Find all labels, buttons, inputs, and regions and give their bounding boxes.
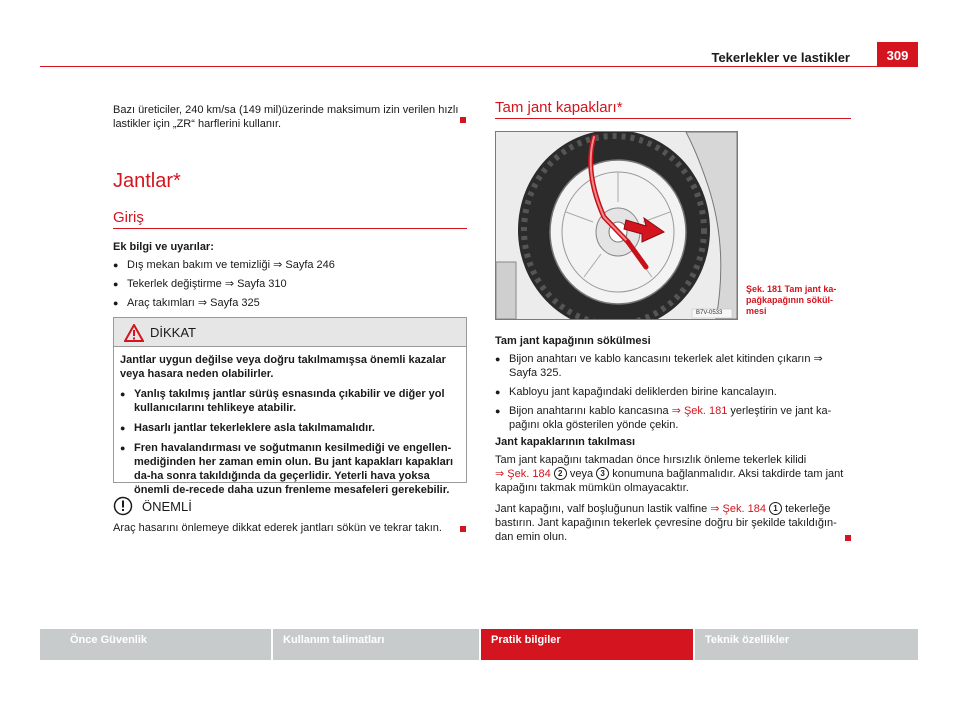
page-number: 309 — [877, 42, 918, 67]
subsection-rule — [113, 228, 467, 229]
section-rule — [495, 118, 851, 119]
end-mark — [460, 526, 466, 532]
figure-hubcap-removal — [495, 131, 738, 320]
warning-item: ● Yanlış takılmış jantlar sürüş esnasında çıkabilir ve diğer yol kullanıcılarını tehlikeye atabilir. — [120, 387, 460, 415]
figure-181-link[interactable]: ⇒ Şek. 181 — [671, 405, 728, 417]
section-heading-jantlar: Jantlar* — [113, 170, 181, 192]
wheel-illustration — [496, 132, 737, 319]
warning-item: ● Hasarlı jantlar tekerleklere asla takılmamalıdır. — [120, 421, 460, 435]
section-heading-tam-jant: Tam jant kapakları* — [495, 99, 623, 116]
info-label: Ek bilgi ve uyarılar: — [113, 241, 214, 253]
subsection-heading-giris: Giriş — [113, 209, 144, 226]
warning-box — [113, 317, 467, 496]
callout-1: 1 — [769, 502, 782, 515]
figure-184-link[interactable]: ⇒ Şek. 184 — [710, 503, 766, 515]
warning-item: ● Fren havalandırması ve soğutmanın kesilmediği ve engellen-mediğinden her zaman emin olun. Bu jant kapakları kapakları da-ha sonra takıldığında da geçerlidir. Yeterli hava yoksa önemli de-recede daha uzun frenleme mesafeleri gerekebilir. — [120, 441, 460, 497]
end-mark — [460, 117, 466, 123]
info-list-item: ● Dış mekan bakım ve temizliği ⇒ Sayfa 246 — [113, 258, 467, 272]
notice-title: ÖNEMLİ — [142, 499, 192, 514]
warning-triangle-icon — [124, 324, 144, 342]
callout-2: 2 — [554, 467, 567, 480]
figure-caption: Şek. 181 Tam jant ka-pağkapağının sökül-mesi — [746, 284, 837, 316]
figure-code: B7V-0533 — [696, 310, 723, 316]
info-list-item: ● Araç takımları ⇒ Sayfa 325 — [113, 296, 467, 310]
install-paragraph-1: Tam jant kapağını takmadan önce hırsızlık önleme tekerlek kilidi ⇒ Şek. 184 2 veya 3 konumuna bağlanmalıdır. Aksi takdirde tam jant kapağını takmak mümkün olmayacaktır. — [495, 454, 844, 494]
removal-step: ● Bijon anahtarı ve kablo kancasını tekerlek alet kitinden çıkarın ⇒ Sayfa 325. — [495, 352, 850, 380]
intro-paragraph: Bazı üreticiler, 240 km/sa (149 mil)üzerinde maksimum izin verilen hızlı lastikler için „ZR“ harflerini kullanır. — [113, 104, 459, 130]
removal-title: Tam jant kapağının sökülmesi — [495, 335, 651, 347]
footer-tab-safety[interactable]: Önce Güvenlik — [40, 629, 271, 660]
info-list-item: ● Tekerlek değiştirme ⇒ Sayfa 310 — [113, 277, 467, 291]
header-rule — [40, 66, 918, 67]
warning-intro: Jantlar uygun değilse veya doğru takılmamışsa önemli kazalar veya hasara neden olabilirler. — [120, 354, 446, 380]
install-paragraph-2: Jant kapağını, valf boşluğunun lastik valfine ⇒ Şek. 184 1 tekerleğe bastırın. Jant kapağının tekerlek çevresine doğru bir şekilde takıldığın-dan emin olun. — [495, 503, 837, 543]
info-list — [113, 258, 467, 310]
removal-step: ● Bijon anahtarını kablo kancasına ⇒ Şek. 181 yerleştirin ve jant ka-pağını okla gösterilen yönde çekin. — [495, 404, 850, 432]
running-header-title: Tekerlekler ve lastikler — [711, 50, 850, 65]
removal-step: ● Kabloyu jant kapağındaki deliklerden birine kancalayın. — [495, 385, 850, 399]
notice-exclamation-icon — [113, 496, 133, 516]
warning-header — [114, 318, 466, 347]
removal-steps — [495, 352, 850, 432]
figure-184-link[interactable]: ⇒ Şek. 184 — [495, 468, 551, 480]
install-title: Jant kapaklarının takılması — [495, 436, 636, 448]
notice-text: Araç hasarını önlemeye dikkat ederek jantları sökün ve tekrar takın. — [113, 522, 442, 534]
footer-tab-practical-active[interactable]: Pratik bilgiler — [481, 629, 693, 660]
footer-tab-operating[interactable]: Kullanım talimatları — [273, 629, 479, 660]
warning-title: DİKKAT — [150, 325, 196, 340]
footer-tab-technical[interactable]: Teknik özellikler — [695, 629, 918, 660]
callout-3: 3 — [596, 467, 609, 480]
end-mark — [845, 535, 851, 541]
